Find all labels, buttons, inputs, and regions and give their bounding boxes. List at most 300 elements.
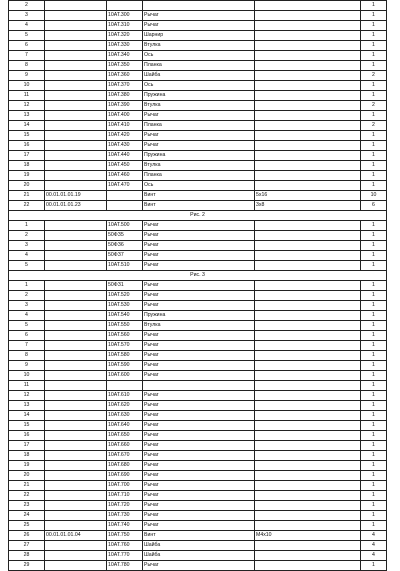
item-name: Рычаг bbox=[143, 471, 255, 481]
item-code bbox=[45, 501, 107, 511]
item-code bbox=[45, 221, 107, 231]
table-row bbox=[9, 281, 387, 291]
table-row bbox=[9, 31, 387, 41]
item-name: Рычаг bbox=[143, 241, 255, 251]
item-number: 1 bbox=[9, 221, 45, 231]
item-quantity: 1 bbox=[361, 561, 387, 571]
table-row bbox=[9, 231, 387, 241]
item-quantity: 1 bbox=[361, 21, 387, 31]
item-name bbox=[143, 1, 255, 11]
item-code bbox=[45, 541, 107, 551]
table-row bbox=[9, 11, 387, 21]
item-part-number: 50ФЗ5 bbox=[107, 231, 143, 241]
table-row bbox=[9, 151, 387, 161]
item-part-number: 10АТ.520 bbox=[107, 291, 143, 301]
table-row bbox=[9, 111, 387, 121]
item-spec bbox=[255, 491, 361, 501]
item-quantity: 4 bbox=[361, 541, 387, 551]
figure-caption: Рис. 3 bbox=[9, 271, 387, 281]
item-quantity: 1 bbox=[361, 451, 387, 461]
item-name: Рычаг bbox=[143, 141, 255, 151]
item-number: 2 bbox=[9, 231, 45, 241]
item-quantity: 1 bbox=[361, 331, 387, 341]
table-row bbox=[9, 131, 387, 141]
item-number: 3 bbox=[9, 11, 45, 21]
item-quantity: 1 bbox=[361, 261, 387, 271]
item-code bbox=[45, 261, 107, 271]
item-quantity: 1 bbox=[361, 141, 387, 151]
figure-caption: Рис. 2 bbox=[9, 211, 387, 221]
item-spec bbox=[255, 331, 361, 341]
item-spec bbox=[255, 81, 361, 91]
item-name: Шайба bbox=[143, 541, 255, 551]
item-spec bbox=[255, 361, 361, 371]
item-spec bbox=[255, 111, 361, 121]
item-name: Втулка bbox=[143, 101, 255, 111]
table-row bbox=[9, 501, 387, 511]
item-quantity: 1 bbox=[361, 1, 387, 11]
item-code bbox=[45, 131, 107, 141]
item-name: Шайба bbox=[143, 551, 255, 561]
item-quantity: 2 bbox=[361, 101, 387, 111]
item-name: Рычаг bbox=[143, 511, 255, 521]
item-part-number: 10АТ.540 bbox=[107, 311, 143, 321]
item-number: 15 bbox=[9, 131, 45, 141]
item-code bbox=[45, 11, 107, 21]
item-part-number: 10АТ.750 bbox=[107, 531, 143, 541]
item-code bbox=[45, 341, 107, 351]
item-spec bbox=[255, 171, 361, 181]
item-code bbox=[45, 561, 107, 571]
figure-caption-row bbox=[9, 271, 387, 281]
item-name: Рычаг bbox=[143, 281, 255, 291]
table-row bbox=[9, 551, 387, 561]
table-row bbox=[9, 371, 387, 381]
item-part-number: 10АТ.450 bbox=[107, 161, 143, 171]
table-row bbox=[9, 1, 387, 11]
item-spec: 3х8 bbox=[255, 201, 361, 211]
item-quantity: 1 bbox=[361, 181, 387, 191]
table-row bbox=[9, 301, 387, 311]
item-spec bbox=[255, 291, 361, 301]
item-name: Ось bbox=[143, 81, 255, 91]
item-spec bbox=[255, 131, 361, 141]
item-part-number: 10АТ.360 bbox=[107, 71, 143, 81]
table-row bbox=[9, 171, 387, 181]
item-part-number: 10АТ.670 bbox=[107, 451, 143, 461]
table-row bbox=[9, 101, 387, 111]
item-number: 5 bbox=[9, 261, 45, 271]
table-row bbox=[9, 451, 387, 461]
item-name: Рычаг bbox=[143, 501, 255, 511]
item-part-number: 10АТ.580 bbox=[107, 351, 143, 361]
table-row bbox=[9, 331, 387, 341]
item-spec bbox=[255, 121, 361, 131]
item-name: Рычаг bbox=[143, 411, 255, 421]
item-spec bbox=[255, 511, 361, 521]
table-row bbox=[9, 261, 387, 271]
item-name: Рычаг bbox=[143, 451, 255, 461]
item-part-number: 10АТ.620 bbox=[107, 401, 143, 411]
table-row bbox=[9, 341, 387, 351]
item-code bbox=[45, 161, 107, 171]
item-quantity: 1 bbox=[361, 241, 387, 251]
item-quantity: 1 bbox=[361, 51, 387, 61]
item-number: 17 bbox=[9, 441, 45, 451]
item-code bbox=[45, 151, 107, 161]
item-number: 19 bbox=[9, 461, 45, 471]
table-row bbox=[9, 321, 387, 331]
item-part-number: 10АТ.420 bbox=[107, 131, 143, 141]
item-spec bbox=[255, 311, 361, 321]
table-row bbox=[9, 381, 387, 391]
item-quantity: 2 bbox=[361, 71, 387, 81]
item-part-number: 10АТ.560 bbox=[107, 331, 143, 341]
item-name: Рычаг bbox=[143, 351, 255, 361]
item-number: 15 bbox=[9, 421, 45, 431]
item-number: 6 bbox=[9, 331, 45, 341]
table-row bbox=[9, 81, 387, 91]
item-part-number: 10АТ.320 bbox=[107, 31, 143, 41]
item-spec bbox=[255, 251, 361, 261]
item-number: 8 bbox=[9, 351, 45, 361]
item-quantity: 1 bbox=[361, 351, 387, 361]
item-name: Рычаг bbox=[143, 301, 255, 311]
item-number: 3 bbox=[9, 301, 45, 311]
item-spec bbox=[255, 91, 361, 101]
item-number: 25 bbox=[9, 521, 45, 531]
item-code bbox=[45, 441, 107, 451]
item-code bbox=[45, 101, 107, 111]
item-part-number: 10АТ.730 bbox=[107, 511, 143, 521]
item-name: Планка bbox=[143, 171, 255, 181]
item-spec bbox=[255, 451, 361, 461]
table-row bbox=[9, 531, 387, 541]
item-quantity: 1 bbox=[361, 481, 387, 491]
item-spec bbox=[255, 21, 361, 31]
item-name: Пружина bbox=[143, 311, 255, 321]
item-quantity: 1 bbox=[361, 491, 387, 501]
item-spec bbox=[255, 321, 361, 331]
table-row bbox=[9, 221, 387, 231]
table-row bbox=[9, 361, 387, 371]
item-spec bbox=[255, 241, 361, 251]
table-row bbox=[9, 431, 387, 441]
table-row bbox=[9, 511, 387, 521]
item-number: 5 bbox=[9, 31, 45, 41]
item-code bbox=[45, 141, 107, 151]
item-quantity: 1 bbox=[361, 411, 387, 421]
item-number: 10 bbox=[9, 371, 45, 381]
item-number: 2 bbox=[9, 291, 45, 301]
table-row bbox=[9, 251, 387, 261]
item-quantity: 2 bbox=[361, 121, 387, 131]
item-number: 9 bbox=[9, 71, 45, 81]
item-part-number: 10АТ.610 bbox=[107, 391, 143, 401]
item-part-number: 10АТ.640 bbox=[107, 421, 143, 431]
item-name: Ось bbox=[143, 51, 255, 61]
item-spec bbox=[255, 411, 361, 421]
item-name: Рычаг bbox=[143, 561, 255, 571]
item-name: Втулка bbox=[143, 321, 255, 331]
item-name: Рычаг bbox=[143, 231, 255, 241]
item-part-number: 10АТ.470 bbox=[107, 181, 143, 191]
item-code: 00.01.01.01.19 bbox=[45, 191, 107, 201]
item-spec bbox=[255, 391, 361, 401]
item-spec bbox=[255, 181, 361, 191]
item-spec bbox=[255, 561, 361, 571]
item-number: 24 bbox=[9, 511, 45, 521]
item-quantity: 1 bbox=[361, 61, 387, 71]
item-part-number: 10АТ.380 bbox=[107, 91, 143, 101]
item-spec bbox=[255, 351, 361, 361]
item-part-number: 10АТ.630 bbox=[107, 411, 143, 421]
item-number: 9 bbox=[9, 361, 45, 371]
item-part-number: 50ФЗ1 bbox=[107, 281, 143, 291]
item-name: Рычаг bbox=[143, 491, 255, 501]
table-row bbox=[9, 351, 387, 361]
item-code bbox=[45, 481, 107, 491]
item-code bbox=[45, 281, 107, 291]
item-spec bbox=[255, 341, 361, 351]
item-quantity: 6 bbox=[361, 201, 387, 211]
item-name: Рычаг bbox=[143, 461, 255, 471]
item-quantity: 1 bbox=[361, 171, 387, 181]
item-quantity: 1 bbox=[361, 361, 387, 371]
item-name: Рычаг bbox=[143, 371, 255, 381]
item-name: Рычаг bbox=[143, 11, 255, 21]
item-part-number: 10АТ.530 bbox=[107, 301, 143, 311]
item-number: 6 bbox=[9, 41, 45, 51]
item-spec bbox=[255, 461, 361, 471]
item-name: Рычаг bbox=[143, 111, 255, 121]
table-row bbox=[9, 141, 387, 151]
item-number: 18 bbox=[9, 161, 45, 171]
item-part-number: 10АТ.760 bbox=[107, 541, 143, 551]
item-part-number: 10АТ.330 bbox=[107, 41, 143, 51]
table-row bbox=[9, 471, 387, 481]
item-part-number: 10АТ.310 bbox=[107, 21, 143, 31]
item-part-number: 10АТ.710 bbox=[107, 491, 143, 501]
item-quantity: 1 bbox=[361, 311, 387, 321]
item-code bbox=[45, 491, 107, 501]
item-part-number: 10АТ.400 bbox=[107, 111, 143, 121]
table-row bbox=[9, 121, 387, 131]
item-part-number: 10АТ.340 bbox=[107, 51, 143, 61]
item-quantity: 1 bbox=[361, 131, 387, 141]
item-name: Втулка bbox=[143, 41, 255, 51]
item-name: Рычаг bbox=[143, 401, 255, 411]
item-spec bbox=[255, 501, 361, 511]
item-quantity: 1 bbox=[361, 81, 387, 91]
table-row bbox=[9, 311, 387, 321]
item-spec bbox=[255, 421, 361, 431]
item-quantity: 1 bbox=[361, 161, 387, 171]
item-spec bbox=[255, 441, 361, 451]
item-quantity: 1 bbox=[361, 91, 387, 101]
item-quantity: 4 bbox=[361, 531, 387, 541]
item-number: 27 bbox=[9, 541, 45, 551]
table-row bbox=[9, 401, 387, 411]
item-part-number: 10АТ.650 bbox=[107, 431, 143, 441]
item-code bbox=[45, 311, 107, 321]
item-part-number: 10АТ.720 bbox=[107, 501, 143, 511]
item-part-number: 10АТ.550 bbox=[107, 321, 143, 331]
item-code bbox=[45, 421, 107, 431]
item-name: Рычаг bbox=[143, 341, 255, 351]
item-quantity: 4 bbox=[361, 551, 387, 561]
item-number: 12 bbox=[9, 391, 45, 401]
item-part-number: 10АТ.770 bbox=[107, 551, 143, 561]
table-row bbox=[9, 441, 387, 451]
item-part-number: 10АТ.440 bbox=[107, 151, 143, 161]
item-number: 4 bbox=[9, 311, 45, 321]
item-part-number bbox=[107, 191, 143, 201]
item-quantity: 1 bbox=[361, 501, 387, 511]
parts-table-body bbox=[9, 1, 387, 571]
item-number: 11 bbox=[9, 91, 45, 101]
item-number: 11 bbox=[9, 381, 45, 391]
item-number: 14 bbox=[9, 121, 45, 131]
item-code bbox=[45, 171, 107, 181]
item-part-number bbox=[107, 201, 143, 211]
item-name: Шайба bbox=[143, 71, 255, 81]
item-number: 1 bbox=[9, 281, 45, 291]
item-code bbox=[45, 21, 107, 31]
item-name: Рычаг bbox=[143, 131, 255, 141]
item-spec bbox=[255, 71, 361, 81]
item-part-number bbox=[107, 381, 143, 391]
item-number: 21 bbox=[9, 191, 45, 201]
item-name: Рычаг bbox=[143, 441, 255, 451]
item-spec bbox=[255, 481, 361, 491]
item-spec bbox=[255, 221, 361, 231]
item-spec: 5х16 bbox=[255, 191, 361, 201]
table-row bbox=[9, 241, 387, 251]
item-spec bbox=[255, 401, 361, 411]
item-name: Шарнир bbox=[143, 31, 255, 41]
item-spec bbox=[255, 301, 361, 311]
item-spec bbox=[255, 41, 361, 51]
table-row bbox=[9, 41, 387, 51]
item-number: 29 bbox=[9, 561, 45, 571]
item-quantity: 1 bbox=[361, 41, 387, 51]
item-part-number: 10АТ.700 bbox=[107, 481, 143, 491]
item-spec bbox=[255, 541, 361, 551]
item-code bbox=[45, 361, 107, 371]
table-row bbox=[9, 61, 387, 71]
item-name: Рычаг bbox=[143, 421, 255, 431]
item-number: 4 bbox=[9, 251, 45, 261]
item-quantity: 10 bbox=[361, 191, 387, 201]
item-spec bbox=[255, 31, 361, 41]
item-name: Пружина bbox=[143, 91, 255, 101]
item-code bbox=[45, 371, 107, 381]
item-name: Рычаг bbox=[143, 431, 255, 441]
item-number: 17 bbox=[9, 151, 45, 161]
item-number: 7 bbox=[9, 341, 45, 351]
table-row bbox=[9, 91, 387, 101]
item-spec bbox=[255, 431, 361, 441]
item-code bbox=[45, 331, 107, 341]
item-quantity: 1 bbox=[361, 421, 387, 431]
table-row bbox=[9, 201, 387, 211]
item-code bbox=[45, 71, 107, 81]
item-spec bbox=[255, 281, 361, 291]
item-code bbox=[45, 351, 107, 361]
item-code bbox=[45, 301, 107, 311]
item-code bbox=[45, 291, 107, 301]
item-part-number: 10АТ.370 bbox=[107, 81, 143, 91]
item-number: 7 bbox=[9, 51, 45, 61]
table-row bbox=[9, 191, 387, 201]
item-code bbox=[45, 61, 107, 71]
item-part-number: 50ФЗ7 bbox=[107, 251, 143, 261]
item-number: 16 bbox=[9, 141, 45, 151]
item-number: 20 bbox=[9, 471, 45, 481]
item-code bbox=[45, 471, 107, 481]
item-spec bbox=[255, 261, 361, 271]
table-row bbox=[9, 51, 387, 61]
item-quantity: 1 bbox=[361, 371, 387, 381]
item-spec bbox=[255, 371, 361, 381]
item-spec bbox=[255, 11, 361, 21]
item-quantity: 1 bbox=[361, 291, 387, 301]
item-name bbox=[143, 381, 255, 391]
item-code bbox=[45, 251, 107, 261]
item-name: Винт bbox=[143, 531, 255, 541]
item-name: Рычаг bbox=[143, 361, 255, 371]
item-number: 22 bbox=[9, 201, 45, 211]
item-part-number: 10АТ.430 bbox=[107, 141, 143, 151]
table-row bbox=[9, 181, 387, 191]
item-quantity: 1 bbox=[361, 511, 387, 521]
table-row bbox=[9, 481, 387, 491]
item-number: 28 bbox=[9, 551, 45, 561]
item-code bbox=[45, 431, 107, 441]
item-part-number: 50ФЗ6 bbox=[107, 241, 143, 251]
item-code: 00.01.01.01.23 bbox=[45, 201, 107, 211]
item-spec bbox=[255, 161, 361, 171]
item-code bbox=[45, 81, 107, 91]
item-name: Рычаг bbox=[143, 261, 255, 271]
item-part-number: 10АТ.780 bbox=[107, 561, 143, 571]
item-name: Рычаг bbox=[143, 291, 255, 301]
item-number: 19 bbox=[9, 171, 45, 181]
item-name: Планка bbox=[143, 121, 255, 131]
item-part-number: 10АТ.660 bbox=[107, 441, 143, 451]
item-number: 14 bbox=[9, 411, 45, 421]
item-part-number: 10АТ.590 bbox=[107, 361, 143, 371]
item-spec bbox=[255, 471, 361, 481]
table-row bbox=[9, 461, 387, 471]
figure-caption-row bbox=[9, 211, 387, 221]
item-spec bbox=[255, 1, 361, 11]
item-spec bbox=[255, 151, 361, 161]
item-quantity: 1 bbox=[361, 31, 387, 41]
item-number: 8 bbox=[9, 61, 45, 71]
item-name: Рычаг bbox=[143, 481, 255, 491]
item-code bbox=[45, 321, 107, 331]
item-part-number: 10АТ.350 bbox=[107, 61, 143, 71]
table-row bbox=[9, 521, 387, 531]
item-quantity: 1 bbox=[361, 401, 387, 411]
item-code bbox=[45, 551, 107, 561]
item-name: Рычаг bbox=[143, 331, 255, 341]
item-number: 13 bbox=[9, 401, 45, 411]
item-name: Винт bbox=[143, 191, 255, 201]
table-row bbox=[9, 491, 387, 501]
